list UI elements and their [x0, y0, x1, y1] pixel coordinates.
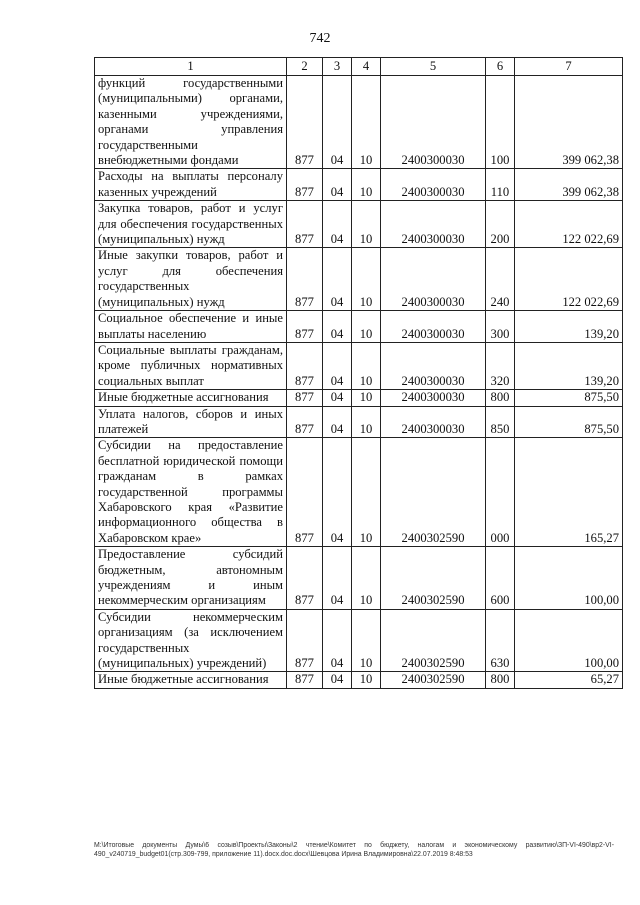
- row-rz: 04: [323, 169, 352, 201]
- row-pr: 10: [352, 547, 381, 610]
- row-rz: 04: [323, 609, 352, 672]
- column-header-6: 6: [486, 58, 515, 76]
- row-sum: 100,00: [515, 609, 623, 672]
- row-pr: 10: [352, 406, 381, 438]
- row-name: Уплата налогов, сборов и иных платежей: [95, 406, 287, 438]
- row-vr: 300: [486, 311, 515, 343]
- row-pr: 10: [352, 342, 381, 389]
- row-vr: 100: [486, 76, 515, 169]
- row-glava: 877: [287, 390, 323, 406]
- row-rz: 04: [323, 406, 352, 438]
- row-name: Закупка товаров, работ и услуг для обеспечения государственных (муниципальных) нужд: [95, 201, 287, 248]
- row-pr: 10: [352, 248, 381, 311]
- page-number: 742: [309, 31, 331, 46]
- row-sum: 875,50: [515, 390, 623, 406]
- row-name: Иные бюджетные ассигнования: [95, 390, 287, 406]
- row-csr: 2400300030: [381, 201, 486, 248]
- row-csr: 2400300030: [381, 76, 486, 169]
- row-csr: 2400300030: [381, 342, 486, 389]
- column-header-1: 1: [95, 58, 287, 76]
- column-header-7: 7: [515, 58, 623, 76]
- row-name: Социальные выплаты гражданам, кроме публичных нормативных социальных выплат: [95, 342, 287, 389]
- row-pr: 10: [352, 201, 381, 248]
- column-header-4: 4: [352, 58, 381, 76]
- row-vr: 800: [486, 672, 515, 688]
- row-rz: 04: [323, 390, 352, 406]
- row-name: Социальное обеспечение и иные выплаты населению: [95, 311, 287, 343]
- row-rz: 04: [323, 248, 352, 311]
- header-row: [95, 58, 623, 76]
- row-csr: 2400302590: [381, 547, 486, 610]
- row-name: Иные бюджетные ассигнования: [95, 672, 287, 688]
- row-rz: 04: [323, 311, 352, 343]
- row-name: Предоставление субсидий бюджетным, автономным учреждениям и иным некоммерческим организациям: [95, 547, 287, 610]
- row-vr: 000: [486, 438, 515, 547]
- column-header-5: 5: [381, 58, 486, 76]
- row-pr: 10: [352, 76, 381, 169]
- row-csr: 2400300030: [381, 248, 486, 311]
- row-rz: 04: [323, 438, 352, 547]
- table-row: [95, 342, 623, 389]
- row-sum: 100,00: [515, 547, 623, 610]
- row-glava: 877: [287, 201, 323, 248]
- table-row: [95, 609, 623, 672]
- row-pr: 10: [352, 672, 381, 688]
- row-vr: 110: [486, 169, 515, 201]
- file-path-footer: M:\Итоговые документы Думы\6 созыв\Проекты\Законы\2 чтение\Комитет по бюджету, налогам и экономическому развитию\ЗП-VI-490\вр2-VI-490_v240719_budget01(стр.309-799, приложение 11).docx.doc.docx\Шевцова Ирина Владимировна\22.07.2019 8:48:53: [94, 842, 614, 858]
- row-vr: 800: [486, 390, 515, 406]
- column-header-3: 3: [323, 58, 352, 76]
- table-row: [95, 390, 623, 406]
- row-glava: 877: [287, 672, 323, 688]
- column-header-2: 2: [287, 58, 323, 76]
- row-csr: 2400300030: [381, 169, 486, 201]
- row-vr: 630: [486, 609, 515, 672]
- row-sum: 65,27: [515, 672, 623, 688]
- row-pr: 10: [352, 609, 381, 672]
- row-glava: 877: [287, 547, 323, 610]
- row-rz: 04: [323, 76, 352, 169]
- table-row: [95, 547, 623, 610]
- row-pr: 10: [352, 438, 381, 547]
- row-rz: 04: [323, 342, 352, 389]
- row-vr: 850: [486, 406, 515, 438]
- row-glava: 877: [287, 311, 323, 343]
- row-name: Субсидии на предоставление бесплатной юридической помощи гражданам в рамках государственной программы Хабаровского края «Развитие информационного общества в Хабаровском крае»: [95, 438, 287, 547]
- row-sum: 122 022,69: [515, 201, 623, 248]
- row-glava: 877: [287, 342, 323, 389]
- row-glava: 877: [287, 169, 323, 201]
- row-rz: 04: [323, 672, 352, 688]
- row-csr: 2400300030: [381, 406, 486, 438]
- row-name: Расходы на выплаты персоналу казенных учреждений: [95, 169, 287, 201]
- row-glava: 877: [287, 406, 323, 438]
- budget-table: [94, 57, 623, 689]
- row-name: Иные закупки товаров, работ и услуг для обеспечения государственных (муниципальных) нужд: [95, 248, 287, 311]
- row-sum: 165,27: [515, 438, 623, 547]
- row-vr: 240: [486, 248, 515, 311]
- row-sum: 399 062,38: [515, 76, 623, 169]
- row-glava: 877: [287, 438, 323, 547]
- row-sum: 122 022,69: [515, 248, 623, 311]
- row-glava: 877: [287, 248, 323, 311]
- row-vr: 200: [486, 201, 515, 248]
- table-row: [95, 248, 623, 311]
- row-name: функций государственными (муниципальными) органами, казенными учреждениями, органами управления государственными внебюджетными фондами: [95, 76, 287, 169]
- row-csr: 2400300030: [381, 390, 486, 406]
- row-glava: 877: [287, 76, 323, 169]
- row-csr: 2400302590: [381, 672, 486, 688]
- table-row: [95, 201, 623, 248]
- row-vr: 600: [486, 547, 515, 610]
- row-sum: 875,50: [515, 406, 623, 438]
- row-sum: 399 062,38: [515, 169, 623, 201]
- row-csr: 2400300030: [381, 311, 486, 343]
- row-pr: 10: [352, 311, 381, 343]
- row-rz: 04: [323, 547, 352, 610]
- row-vr: 320: [486, 342, 515, 389]
- table-row: [95, 438, 623, 547]
- row-sum: 139,20: [515, 342, 623, 389]
- row-rz: 04: [323, 201, 352, 248]
- table-row: [95, 169, 623, 201]
- table-row: [95, 672, 623, 688]
- table-row: [95, 406, 623, 438]
- row-csr: 2400302590: [381, 609, 486, 672]
- row-pr: 10: [352, 169, 381, 201]
- row-glava: 877: [287, 609, 323, 672]
- row-sum: 139,20: [515, 311, 623, 343]
- row-pr: 10: [352, 390, 381, 406]
- row-csr: 2400302590: [381, 438, 486, 547]
- row-name: Субсидии некоммерческим организациям (за исключением государственных (муниципальных) учреждений): [95, 609, 287, 672]
- table-row: [95, 311, 623, 343]
- table-row: [95, 76, 623, 169]
